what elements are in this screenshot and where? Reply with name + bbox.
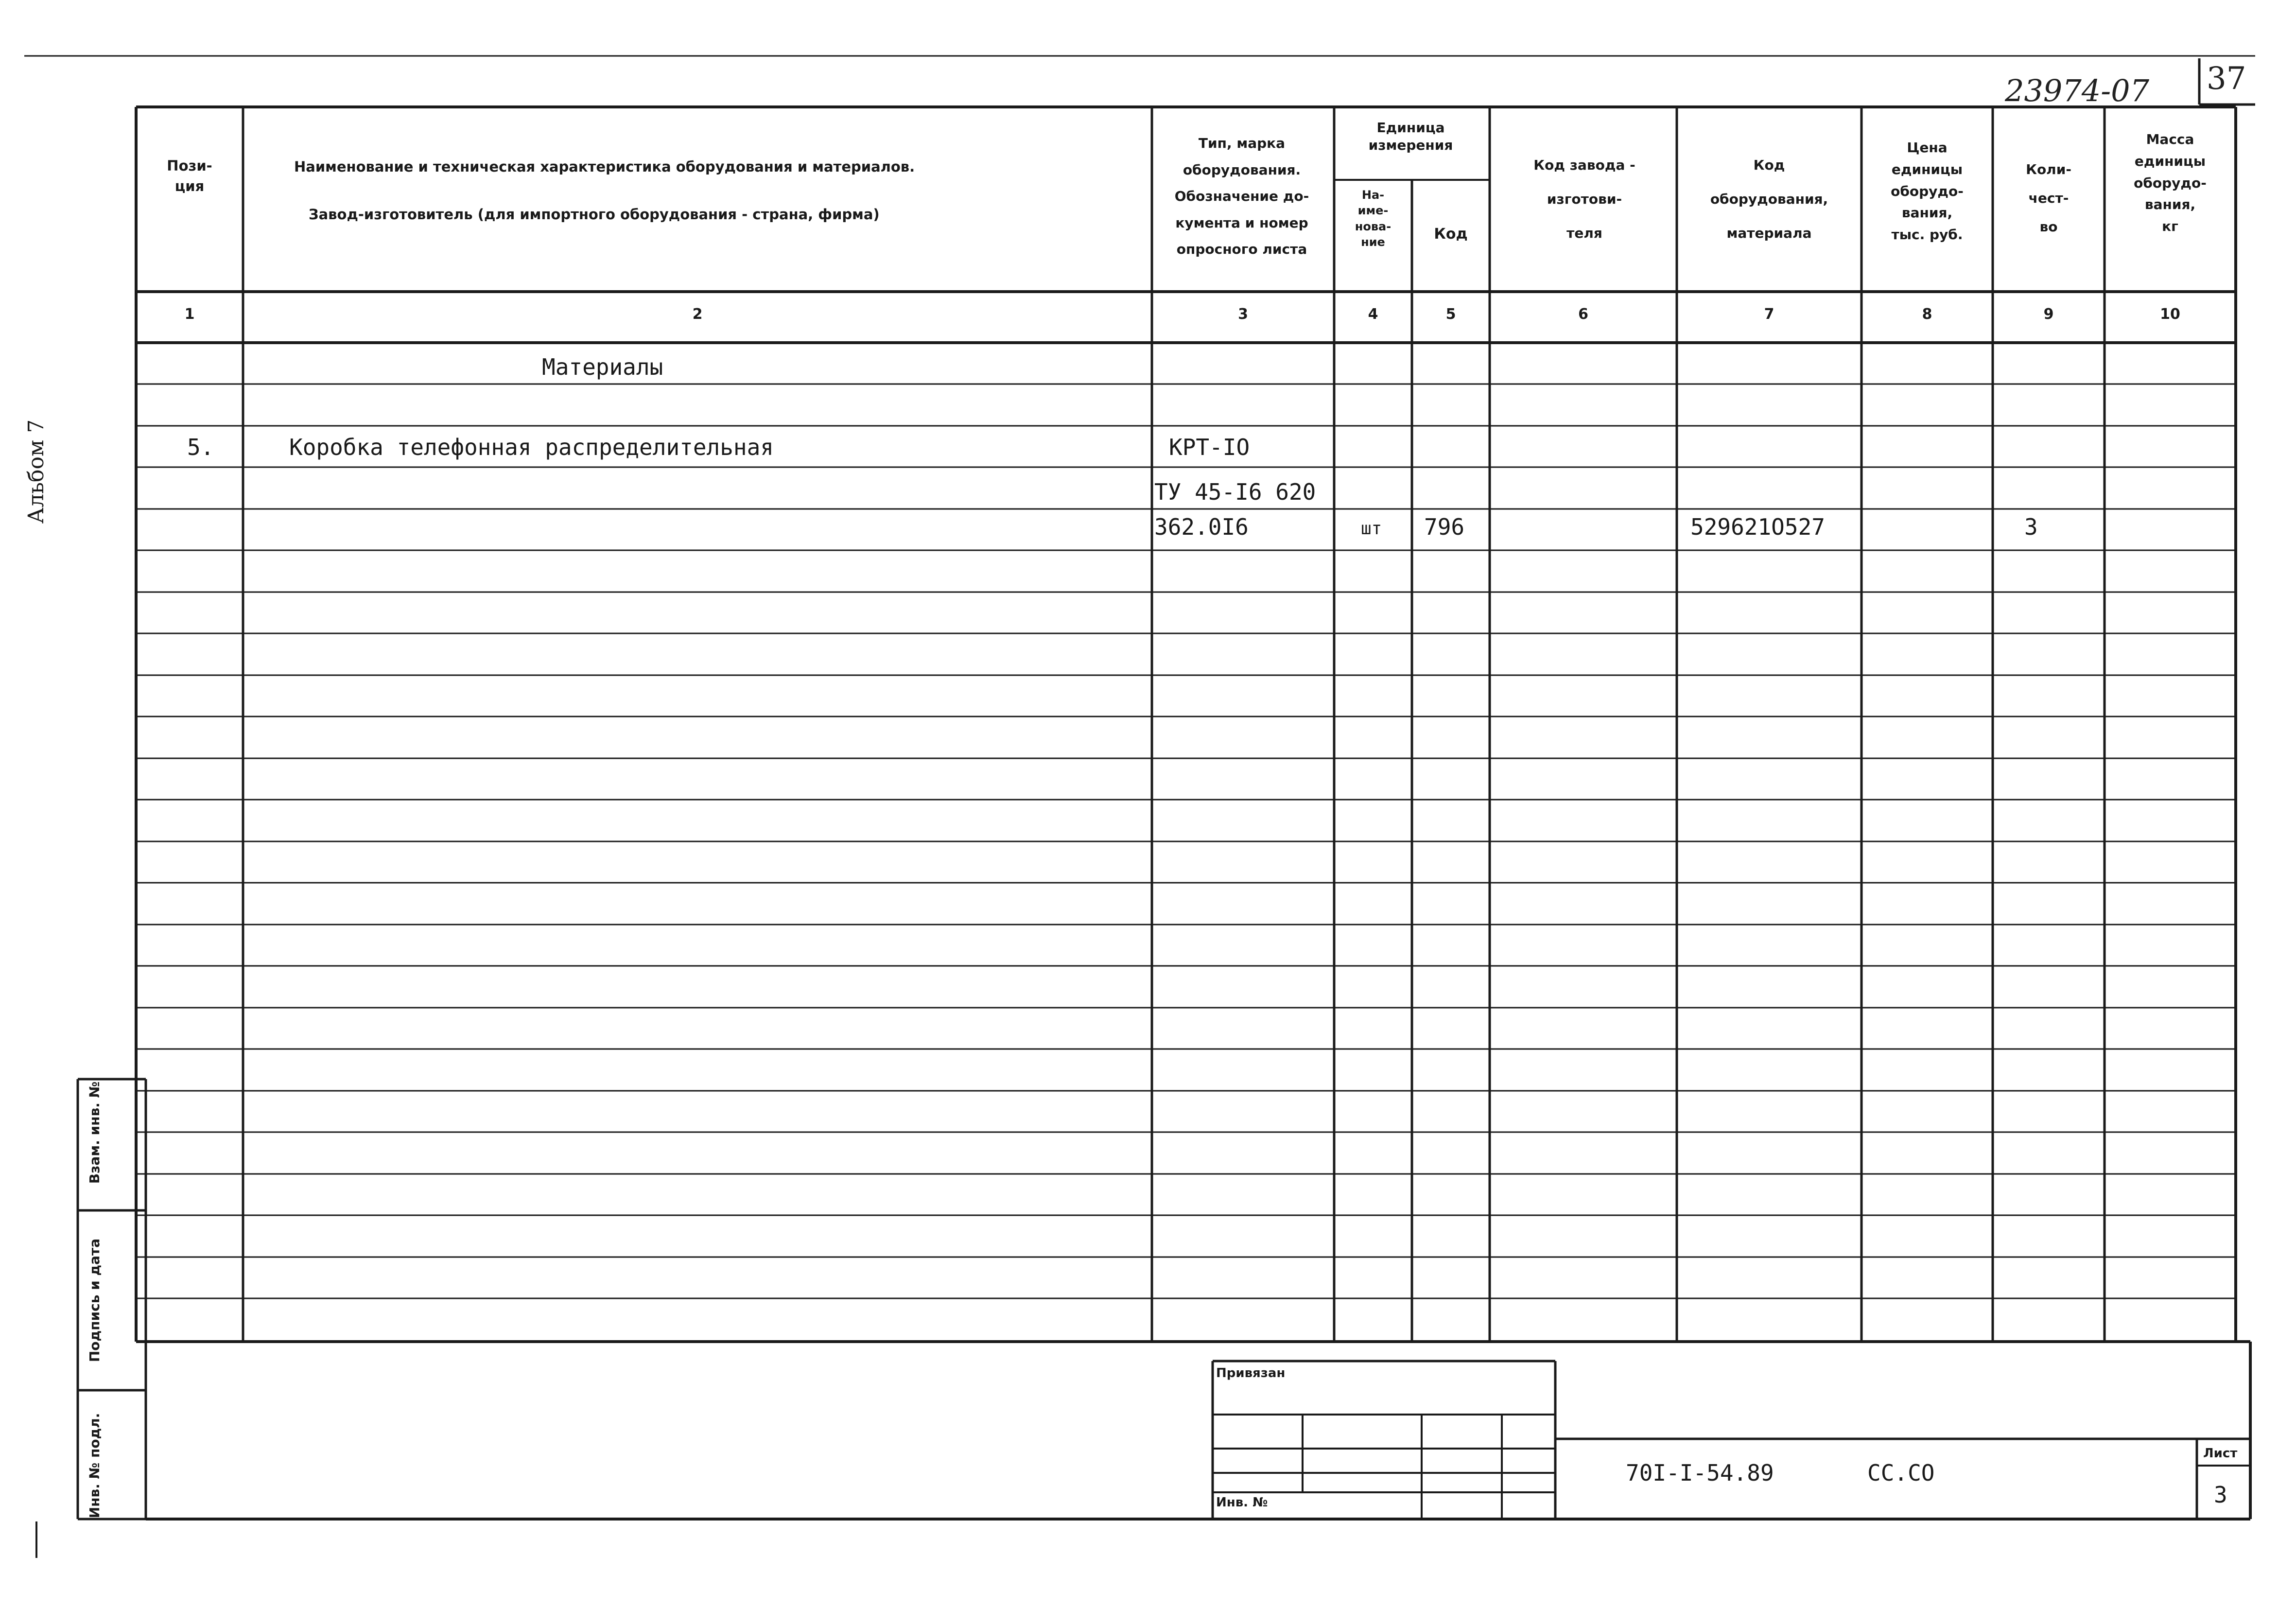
header-unit-price: Цена единицы оборудо- вания, тыс. руб. [1891,140,1964,243]
header-unit-name: На- име- нова- ние [1355,188,1392,249]
col-number-6: 6 [1578,306,1588,323]
item-unit-name: шт [1361,519,1382,539]
title-designation: 70I-I-54.89 [1626,1460,1774,1486]
album-label: Альбом 7 [24,419,49,524]
col-number-10: 10 [2160,306,2180,323]
section-title: Материалы [542,354,663,380]
title-inv-no: Инв. № [1216,1495,1268,1510]
registration-number: 23974-07 [2005,73,2150,108]
col-number-2: 2 [692,306,703,323]
item-equipment-code: 529621O527 [1690,514,1825,540]
header-equipment-code: Код оборудования, материала [1710,157,1828,241]
item-quantity: 3 [2024,514,2038,540]
item-type-line3: 362.0I6 [1154,514,1249,540]
item-position: 5. [187,434,214,460]
header-factory-code: Код завода - изготови- теля [1533,157,1635,241]
item-name: Коробка телефонная распределительная [289,434,774,460]
col-number-7: 7 [1764,306,1774,323]
header-name-line1: Наименование и техническая характеристика оборудования и материалов. [294,158,915,175]
title-sheet-number: 3 [2214,1482,2227,1508]
header-unit-mass: Масса единицы оборудо- вания, кг [2134,131,2207,235]
col-number-1: 1 [184,306,195,323]
header-unit-group: Единица измерения [1368,120,1453,154]
col-number-5: 5 [1445,306,1456,323]
col-number-3: 3 [1238,306,1248,323]
col-number-4: 4 [1368,306,1378,323]
item-unit-code: 796 [1424,514,1465,540]
header-unit-code: Код [1434,226,1468,243]
col-number-8: 8 [1922,306,1932,323]
stamp-signature-date: Подпись и дата [87,1238,103,1363]
stamp-inv-no-podl: Инв. № подл. [87,1413,103,1519]
header-quantity: Коли- чест- во [2026,161,2071,235]
page-number: 37 [2207,61,2246,97]
header-position: Пози- ция [167,157,212,195]
header-name-line2: Завод-изготовитель (для импортного оборудования - страна, фирма) [309,206,880,223]
title-doc-code: СС.СО [1867,1460,1935,1486]
item-type-line1: КРТ-IO [1169,434,1250,460]
item-type-line2: ТУ 45-I6 620 [1154,479,1316,505]
title-sheet-label: Лист [2203,1446,2238,1461]
col-number-9: 9 [2043,306,2054,323]
header-type-mark: Тип, марка оборудования. Обозначение до- кумента и номер опросного листа [1174,135,1309,258]
title-privyazan: Привязан [1216,1366,1286,1381]
stamp-vzam-inv-no: Взам. инв. № [87,1081,103,1184]
